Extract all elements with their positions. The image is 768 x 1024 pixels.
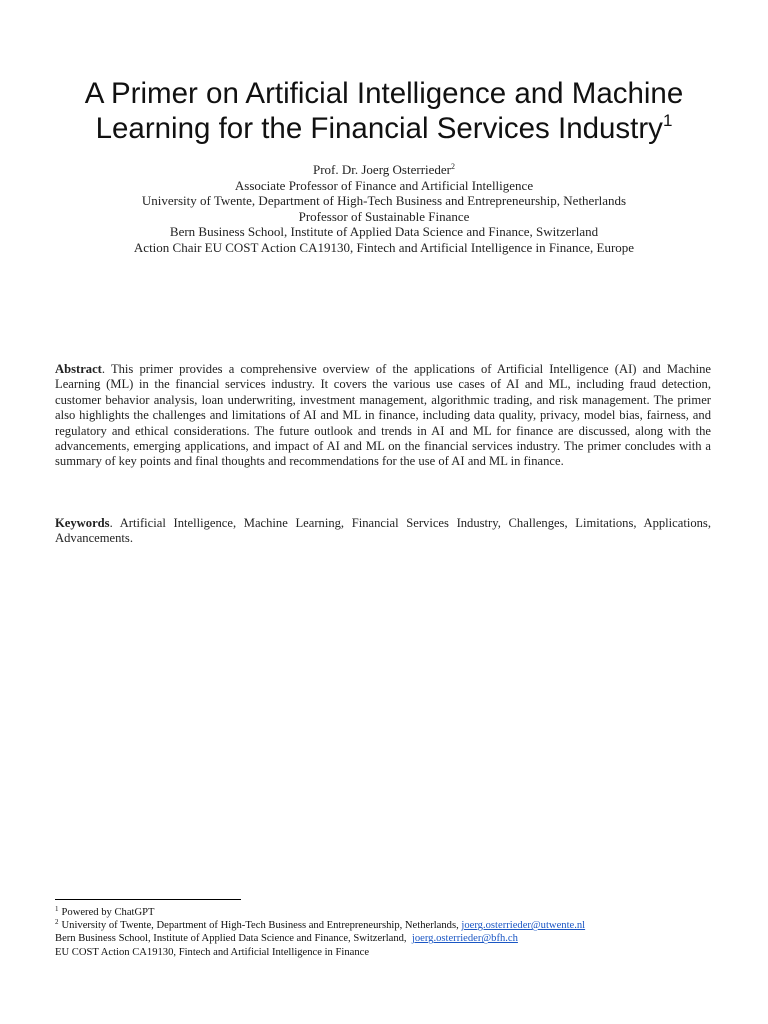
footnote-2-line-cost: EU COST Action CA19130, Fintech and Artificial Intelligence in Finance — [55, 946, 370, 958]
keywords-text: . Artificial Intelligence, Machine Learning, Financial Services Industry, Challenges, Limitations, Applications, Advancements. — [55, 516, 711, 546]
abstract-text: . This primer provides a comprehensive overview of the applications of Artificial Intelligence (AI) and Machine Learning (ML) in the financial services industry. It covers the various use cases of AI and ML, including fraud detection, customer behavior analysis, loan underwriting, investment management, algorithmic trading, and risk management. The primer also highlights the challenges and limitations of AI and ML in finance, including data quality, privacy, model bias, fairness, and regulatory and ethical considerations. The future outlook and trends in AI and ML for finance are discussed, along with the advancements, emerging applications, and impact of AI and ML on the financial services industry. The primer concludes with a summary of key points and final thoughts and recommendations for the use of AI and ML in finance. — [55, 362, 711, 469]
author-affiliation: University of Twente, Department of High-Tech Business and Entrepreneurship, Netherlands — [141, 193, 627, 208]
footnote-2 — [55, 919, 735, 932]
utwente-email-link[interactable]: joerg.osterrieder@utwente.nl — [461, 920, 586, 932]
author-name-line — [40, 162, 728, 178]
footnote-1-text: Powered by ChatGPT — [61, 907, 155, 918]
bfh-email-link[interactable]: joerg.osterrieder@bfh.ch — [411, 933, 518, 945]
author-block — [40, 162, 728, 255]
footnote-2-text: University of Twente, Department of High-Tech Business and Entrepreneurship, Netherlands, — [61, 920, 462, 932]
footnote-2-mark: 2 — [55, 918, 59, 927]
footnote-divider — [55, 899, 241, 900]
abstract — [55, 362, 711, 470]
author-footnote-mark[interactable]: 2 — [451, 162, 456, 171]
abstract-label: Abstract — [55, 362, 102, 376]
paper-title — [40, 76, 728, 146]
keywords-label: Keywords — [55, 516, 110, 530]
footnote-1-mark: 1 — [55, 905, 59, 913]
paper-title-text: A Primer on Artificial Intelligence and Machine Learning for the Financial Services Industry — [84, 77, 684, 145]
author-affiliation: Professor of Sustainable Finance — [298, 208, 470, 224]
title-footnote-mark[interactable]: 1 — [662, 111, 673, 130]
footnotes — [55, 906, 735, 959]
author-affiliation: Associate Professor of Finance and Artificial Intelligence — [234, 177, 534, 193]
author-affiliation: Bern Business School, Institute of Applied Data Science and Finance, Switzerland — [169, 224, 599, 239]
keywords — [55, 516, 711, 547]
author-name: Prof. Dr. Joerg Osterrieder — [312, 162, 452, 177]
footnote-1 — [55, 906, 735, 919]
author-affiliation: Action Chair EU COST Action CA19130, Fintech and Artificial Intelligence in Finance, Europe — [133, 239, 635, 255]
footnote-2-line-bern — [55, 932, 735, 945]
footnote-bern-text: Bern Business School, Institute of Applied Data Science and Finance, Switzerland, — [55, 933, 412, 945]
